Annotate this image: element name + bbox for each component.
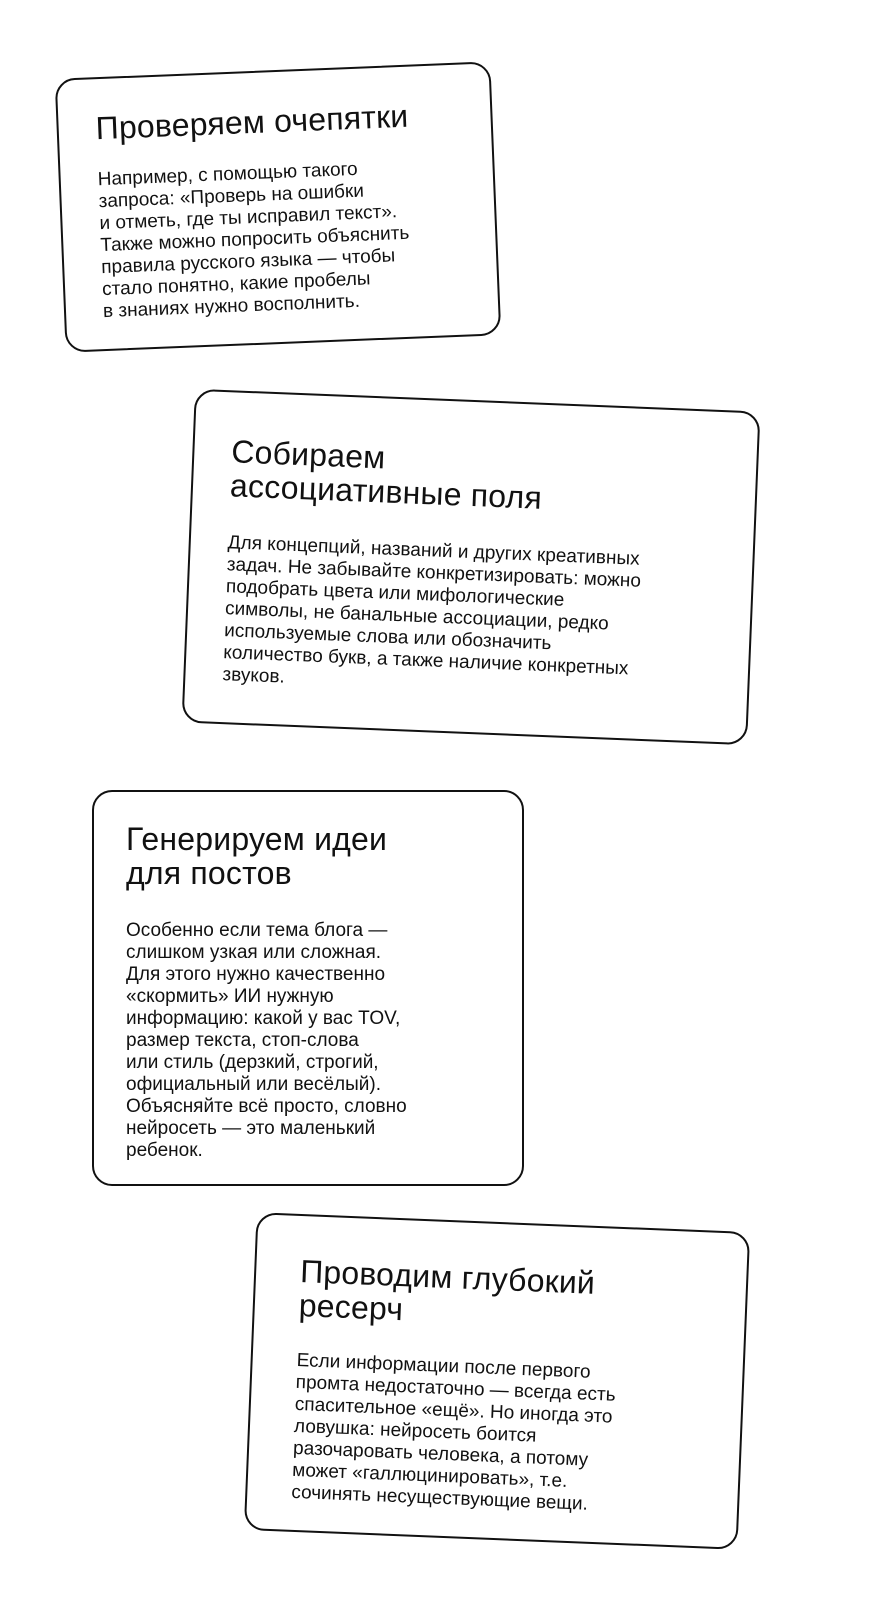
tip-card-post-ideas: [92, 790, 524, 1186]
card-title: Генерируем идеи для постов: [126, 821, 388, 891]
card-text: Если информации после первого промта недостаточно — всегда есть спасительное «ещё». Но иногда это ловушка: нейросеть боится разочаровать человека, а потому может «галлюцинировать», т.е. сочинять несуществующие вещи.: [290, 1349, 616, 1515]
card-title: Проводим глубокий ресерч: [298, 1253, 596, 1328]
card-text: Особенно если тема блога — слишком узкая или сложная. Для этого нужно качественно «скормить» ИИ нужную информацию: какой у вас TOV, размер текста, стоп-слова или стиль (дерзкий, строгий, официальный или весёлый). Объясняйте всё просто, словно нейросеть — это маленький ребенок.: [126, 920, 407, 1161]
card-text: Для концепций, названий и других креативных задач. Не забывайте конкретизировать: можно подобрать цвета или мифологические символы, не банальные ассоциации, редко используемые слова или обозначить количество букв, а также наличие конкретных звуков.: [222, 532, 642, 688]
card-title: Собираем ассоциативные поля: [229, 433, 543, 516]
tip-card-deep-research: [244, 1212, 750, 1550]
tip-card-typos: [55, 61, 502, 352]
tip-card-associations: [182, 389, 761, 745]
card-text: Например, с помощью такого запроса: «Проверь на ошибки и отметь, где ты исправил текст». Также можно попросить объяснить правила русского языка — чтобы стало понятно, какие пробелы в знаниях нужно восполнить.: [97, 158, 410, 323]
card-title: Проверяем очепятки: [94, 97, 410, 147]
